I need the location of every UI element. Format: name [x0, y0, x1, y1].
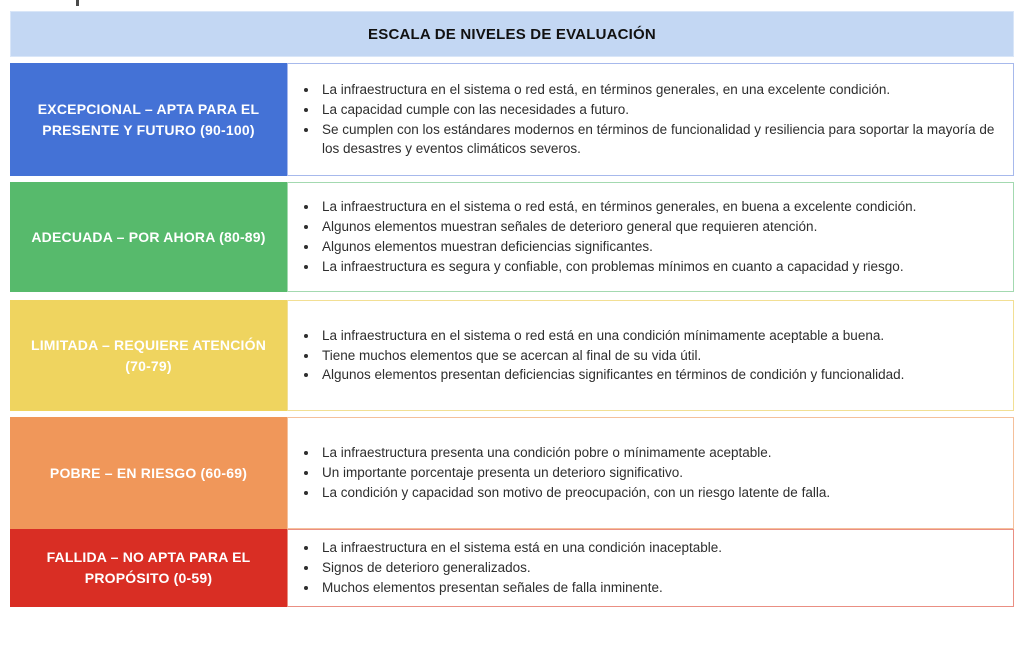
- level-desc-cell: [287, 529, 1014, 607]
- bullet-list: [302, 197, 916, 277]
- bullet-item: • La infraestructura en el sistema está en una condición inaceptable.: [319, 538, 722, 558]
- bullet-item: • La infraestructura presenta una condición pobre o mínimamente aceptable.: [319, 443, 830, 463]
- cropped-text-artifact: [76, 0, 79, 6]
- bullet-list: [302, 538, 722, 598]
- table-header: [10, 11, 1014, 57]
- level-label: FALLIDA – NO APTA PARA EL PROPÓSITO (0-59): [46, 548, 251, 586]
- level-label-cell: [10, 300, 287, 411]
- level-desc-cell: [287, 300, 1014, 411]
- bullet-list: [302, 80, 999, 160]
- bullet-item: • Se cumplen con los estándares modernos en términos de funcionalidad y resiliencia para soportar la mayoría de los desastres y eventos climáticos severos.: [319, 120, 999, 160]
- bullet-item: • Tiene muchos elementos que se acercan al final de su vida útil.: [319, 346, 904, 366]
- level-label-cell: [10, 529, 287, 607]
- bullet-item: • La capacidad cumple con las necesidades a futuro.: [319, 100, 999, 120]
- bullet-item: • La infraestructura en el sistema o red está, en términos generales, en buena a excelente condición.: [319, 197, 916, 217]
- level-row-fallida: [10, 529, 1014, 607]
- bullet-item: • Un importante porcentaje presenta un deterioro significativo.: [319, 463, 830, 483]
- level-row-limitada: [10, 300, 1014, 411]
- bullet-item: • Algunos elementos muestran señales de deterioro general que requieren atención.: [319, 217, 916, 237]
- bullet-item: • La infraestructura es segura y confiable, con problemas mínimos en cuanto a capacidad y riesgo.: [319, 257, 916, 277]
- level-label: LIMITADA – REQUIERE ATENCIÓN (70-79): [30, 336, 267, 374]
- bullet-item: • La infraestructura en el sistema o red está en una condición mínimamente aceptable a buena.: [319, 326, 904, 346]
- bullet-item: • Algunos elementos muestran deficiencias significantes.: [319, 237, 916, 257]
- level-desc-cell: [287, 63, 1014, 176]
- bullet-item: • Algunos elementos presentan deficiencias significantes en términos de condición y funcionalidad.: [319, 365, 904, 385]
- level-row-excepcional: [10, 63, 1014, 176]
- bullet-list: [302, 326, 904, 386]
- table-title: ESCALA DE NIVELES DE EVALUACIÓN: [368, 25, 656, 43]
- level-label: POBRE – EN RIESGO (60-69): [49, 464, 248, 481]
- bullet-item: • La condición y capacidad son motivo de preocupación, con un riesgo latente de falla.: [319, 483, 830, 503]
- level-desc-cell: [287, 417, 1014, 529]
- level-label: ADECUADA – POR AHORA (80-89): [31, 228, 266, 245]
- evaluation-scale-table: [10, 11, 1014, 613]
- level-label-cell: [10, 417, 287, 529]
- bullet-item: • Muchos elementos presentan señales de falla inminente.: [319, 578, 722, 598]
- level-label-cell: [10, 63, 287, 176]
- level-label: EXCEPCIONAL – APTA PARA EL PRESENTE Y FUTURO (90-100): [37, 100, 260, 138]
- level-label-cell: [10, 182, 287, 292]
- bullet-item: • La infraestructura en el sistema o red está, en términos generales, en una excelente condición.: [319, 80, 999, 100]
- bullet-item: • Signos de deterioro generalizados.: [319, 558, 722, 578]
- level-row-pobre: [10, 417, 1014, 529]
- bullet-list: [302, 443, 830, 503]
- level-row-adecuada: [10, 182, 1014, 292]
- level-desc-cell: [287, 182, 1014, 292]
